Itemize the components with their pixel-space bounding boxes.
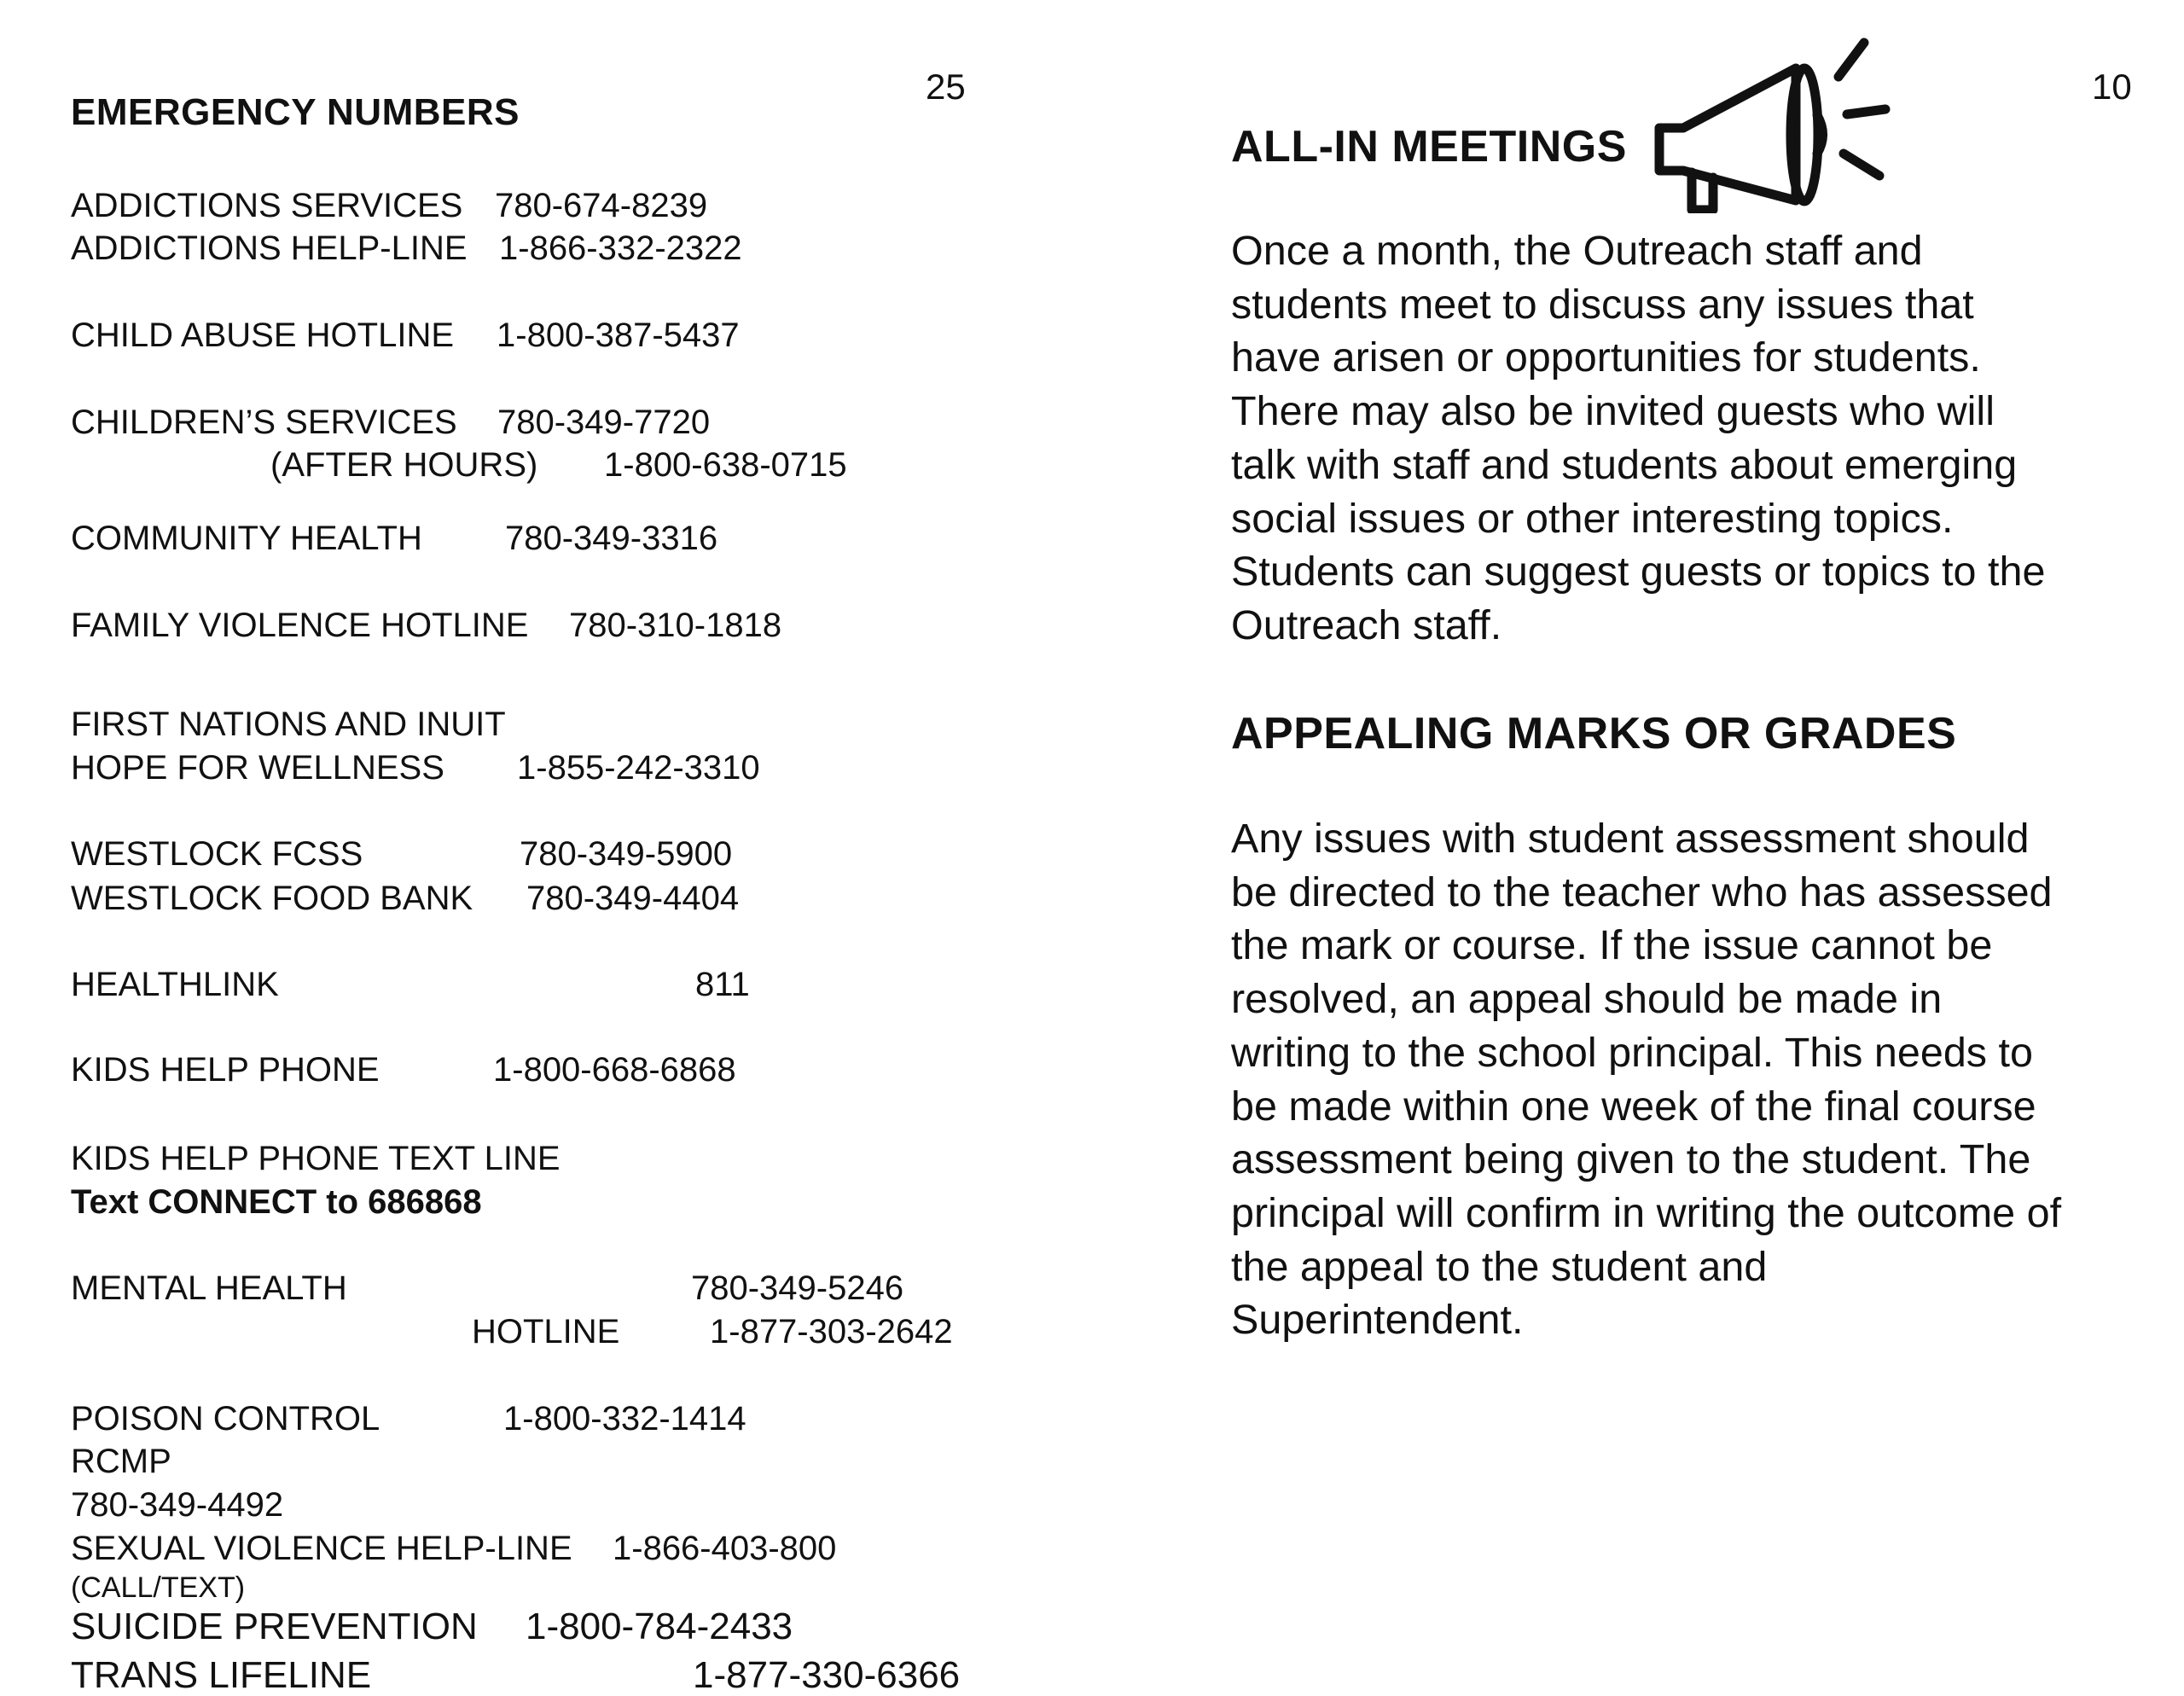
contact-label: 780-349-4492 bbox=[71, 1486, 284, 1524]
contact-number: 811 bbox=[695, 966, 750, 1003]
contact-number: 1-855-242-3310 bbox=[517, 749, 760, 787]
contact-label: HOTLINE bbox=[472, 1313, 620, 1350]
contact-number: 1-800-638-0715 bbox=[604, 446, 847, 484]
contact-number: 780-310-1818 bbox=[569, 607, 782, 644]
contact-number: 1-800-387-5437 bbox=[497, 317, 740, 354]
paragraph-line: Once a month, the Outreach staff and bbox=[1231, 228, 1923, 274]
paragraph-line: be made within one week of the final course bbox=[1231, 1083, 2036, 1130]
contact-number: 780-349-7720 bbox=[497, 404, 711, 441]
right-page-number: 10 bbox=[2092, 67, 2132, 107]
contact-label: HOPE FOR WELLNESS bbox=[71, 749, 444, 787]
paragraph-line: Any issues with student assessment should bbox=[1231, 816, 2030, 862]
contact-label: COMMUNITY HEALTH bbox=[71, 520, 422, 557]
contact-label: TRANS LIFELINE bbox=[71, 1654, 372, 1696]
paragraph-line: the mark or course. If the issue cannot be bbox=[1231, 922, 1993, 969]
contact-label: HEALTHLINK bbox=[71, 966, 279, 1003]
contact-number: 1-800-784-2433 bbox=[526, 1606, 793, 1647]
paragraph-line: have arisen or opportunities for students. bbox=[1231, 334, 1981, 381]
contact-label: CHILD ABUSE HOTLINE bbox=[71, 317, 455, 354]
paragraph-line: writing to the school principal. This needs to bbox=[1231, 1029, 2033, 1076]
appealing-marks-title: APPEALING MARKS OR GRADES bbox=[1231, 709, 1957, 758]
paragraph-line: Outreach staff. bbox=[1231, 601, 1502, 648]
emergency-numbers-title: EMERGENCY NUMBERS bbox=[71, 91, 520, 133]
contact-label: (CALL/TEXT) bbox=[71, 1571, 246, 1604]
contact-number: 780-349-4404 bbox=[526, 880, 740, 917]
all-in-meetings-title: ALL-IN MEETINGS bbox=[1231, 122, 1627, 171]
contact-label: RCMP bbox=[71, 1443, 171, 1480]
contact-label: FAMILY VIOLENCE HOTLINE bbox=[71, 607, 529, 644]
contact-label: ADDICTIONS HELP-LINE bbox=[71, 229, 468, 267]
contact-label: WESTLOCK FCSS bbox=[71, 835, 363, 873]
paragraph-line: There may also be invited guests who will bbox=[1231, 388, 1995, 435]
contact-label: POISON CONTROL bbox=[71, 1400, 380, 1438]
contact-label: MENTAL HEALTH bbox=[71, 1269, 347, 1307]
contact-number: 780-674-8239 bbox=[495, 187, 708, 224]
paragraph-line: the appeal to the student and bbox=[1231, 1243, 1768, 1290]
paragraph-line: principal will confirm in writing the outcome of bbox=[1231, 1189, 2062, 1236]
contact-number: 780-349-3316 bbox=[505, 520, 718, 557]
contact-label: ADDICTIONS SERVICES bbox=[71, 187, 463, 224]
paragraph-line: be directed to the teacher who has assessed bbox=[1231, 868, 2053, 915]
paragraph-line: students meet to discuss any issues that bbox=[1231, 281, 1974, 328]
contact-number: 1-866-332-2322 bbox=[499, 229, 742, 267]
left-page-number: 25 bbox=[926, 67, 966, 107]
paragraph-line: Superintendent. bbox=[1231, 1297, 1524, 1344]
contact-label: SUICIDE PREVENTION bbox=[71, 1606, 478, 1647]
contact-label: WESTLOCK FOOD BANK bbox=[71, 880, 473, 917]
contact-label: KIDS HELP PHONE TEXT LINE bbox=[71, 1140, 561, 1177]
contact-number: 780-349-5900 bbox=[520, 835, 733, 873]
megaphone-icon bbox=[1642, 26, 1898, 213]
contact-label: SEXUAL VIOLENCE HELP-LINE bbox=[71, 1530, 572, 1567]
paragraph-line: Students can suggest guests or topics to the bbox=[1231, 549, 2046, 595]
contact-number: 1-800-668-6868 bbox=[493, 1051, 736, 1089]
contact-label: FIRST NATIONS AND INUIT bbox=[71, 706, 506, 743]
paragraph-line: social issues or other interesting topics. bbox=[1231, 495, 1954, 542]
contact-number: 1-866-403-800 bbox=[613, 1530, 837, 1567]
contact-number: 1-800-332-1414 bbox=[503, 1400, 746, 1438]
appealing-marks-paragraph bbox=[1231, 812, 2152, 1347]
contact-label: Text CONNECT to 686868 bbox=[71, 1183, 482, 1221]
paragraph-line: resolved, an appeal should be made in bbox=[1231, 976, 1943, 1023]
contact-label: KIDS HELP PHONE bbox=[71, 1051, 380, 1089]
contact-number: 780-349-5246 bbox=[691, 1269, 904, 1307]
contact-number: 1-877-330-6366 bbox=[693, 1654, 961, 1696]
contact-label: CHILDREN’S SERVICES bbox=[71, 404, 457, 441]
paragraph-line: talk with staff and students about emerging bbox=[1231, 441, 2018, 488]
contact-number: 1-877-303-2642 bbox=[710, 1313, 953, 1350]
all-in-meetings-paragraph bbox=[1231, 224, 2152, 653]
contact-label: (AFTER HOURS) bbox=[270, 446, 538, 484]
paragraph-line: assessment being given to the student. The bbox=[1231, 1136, 2031, 1183]
